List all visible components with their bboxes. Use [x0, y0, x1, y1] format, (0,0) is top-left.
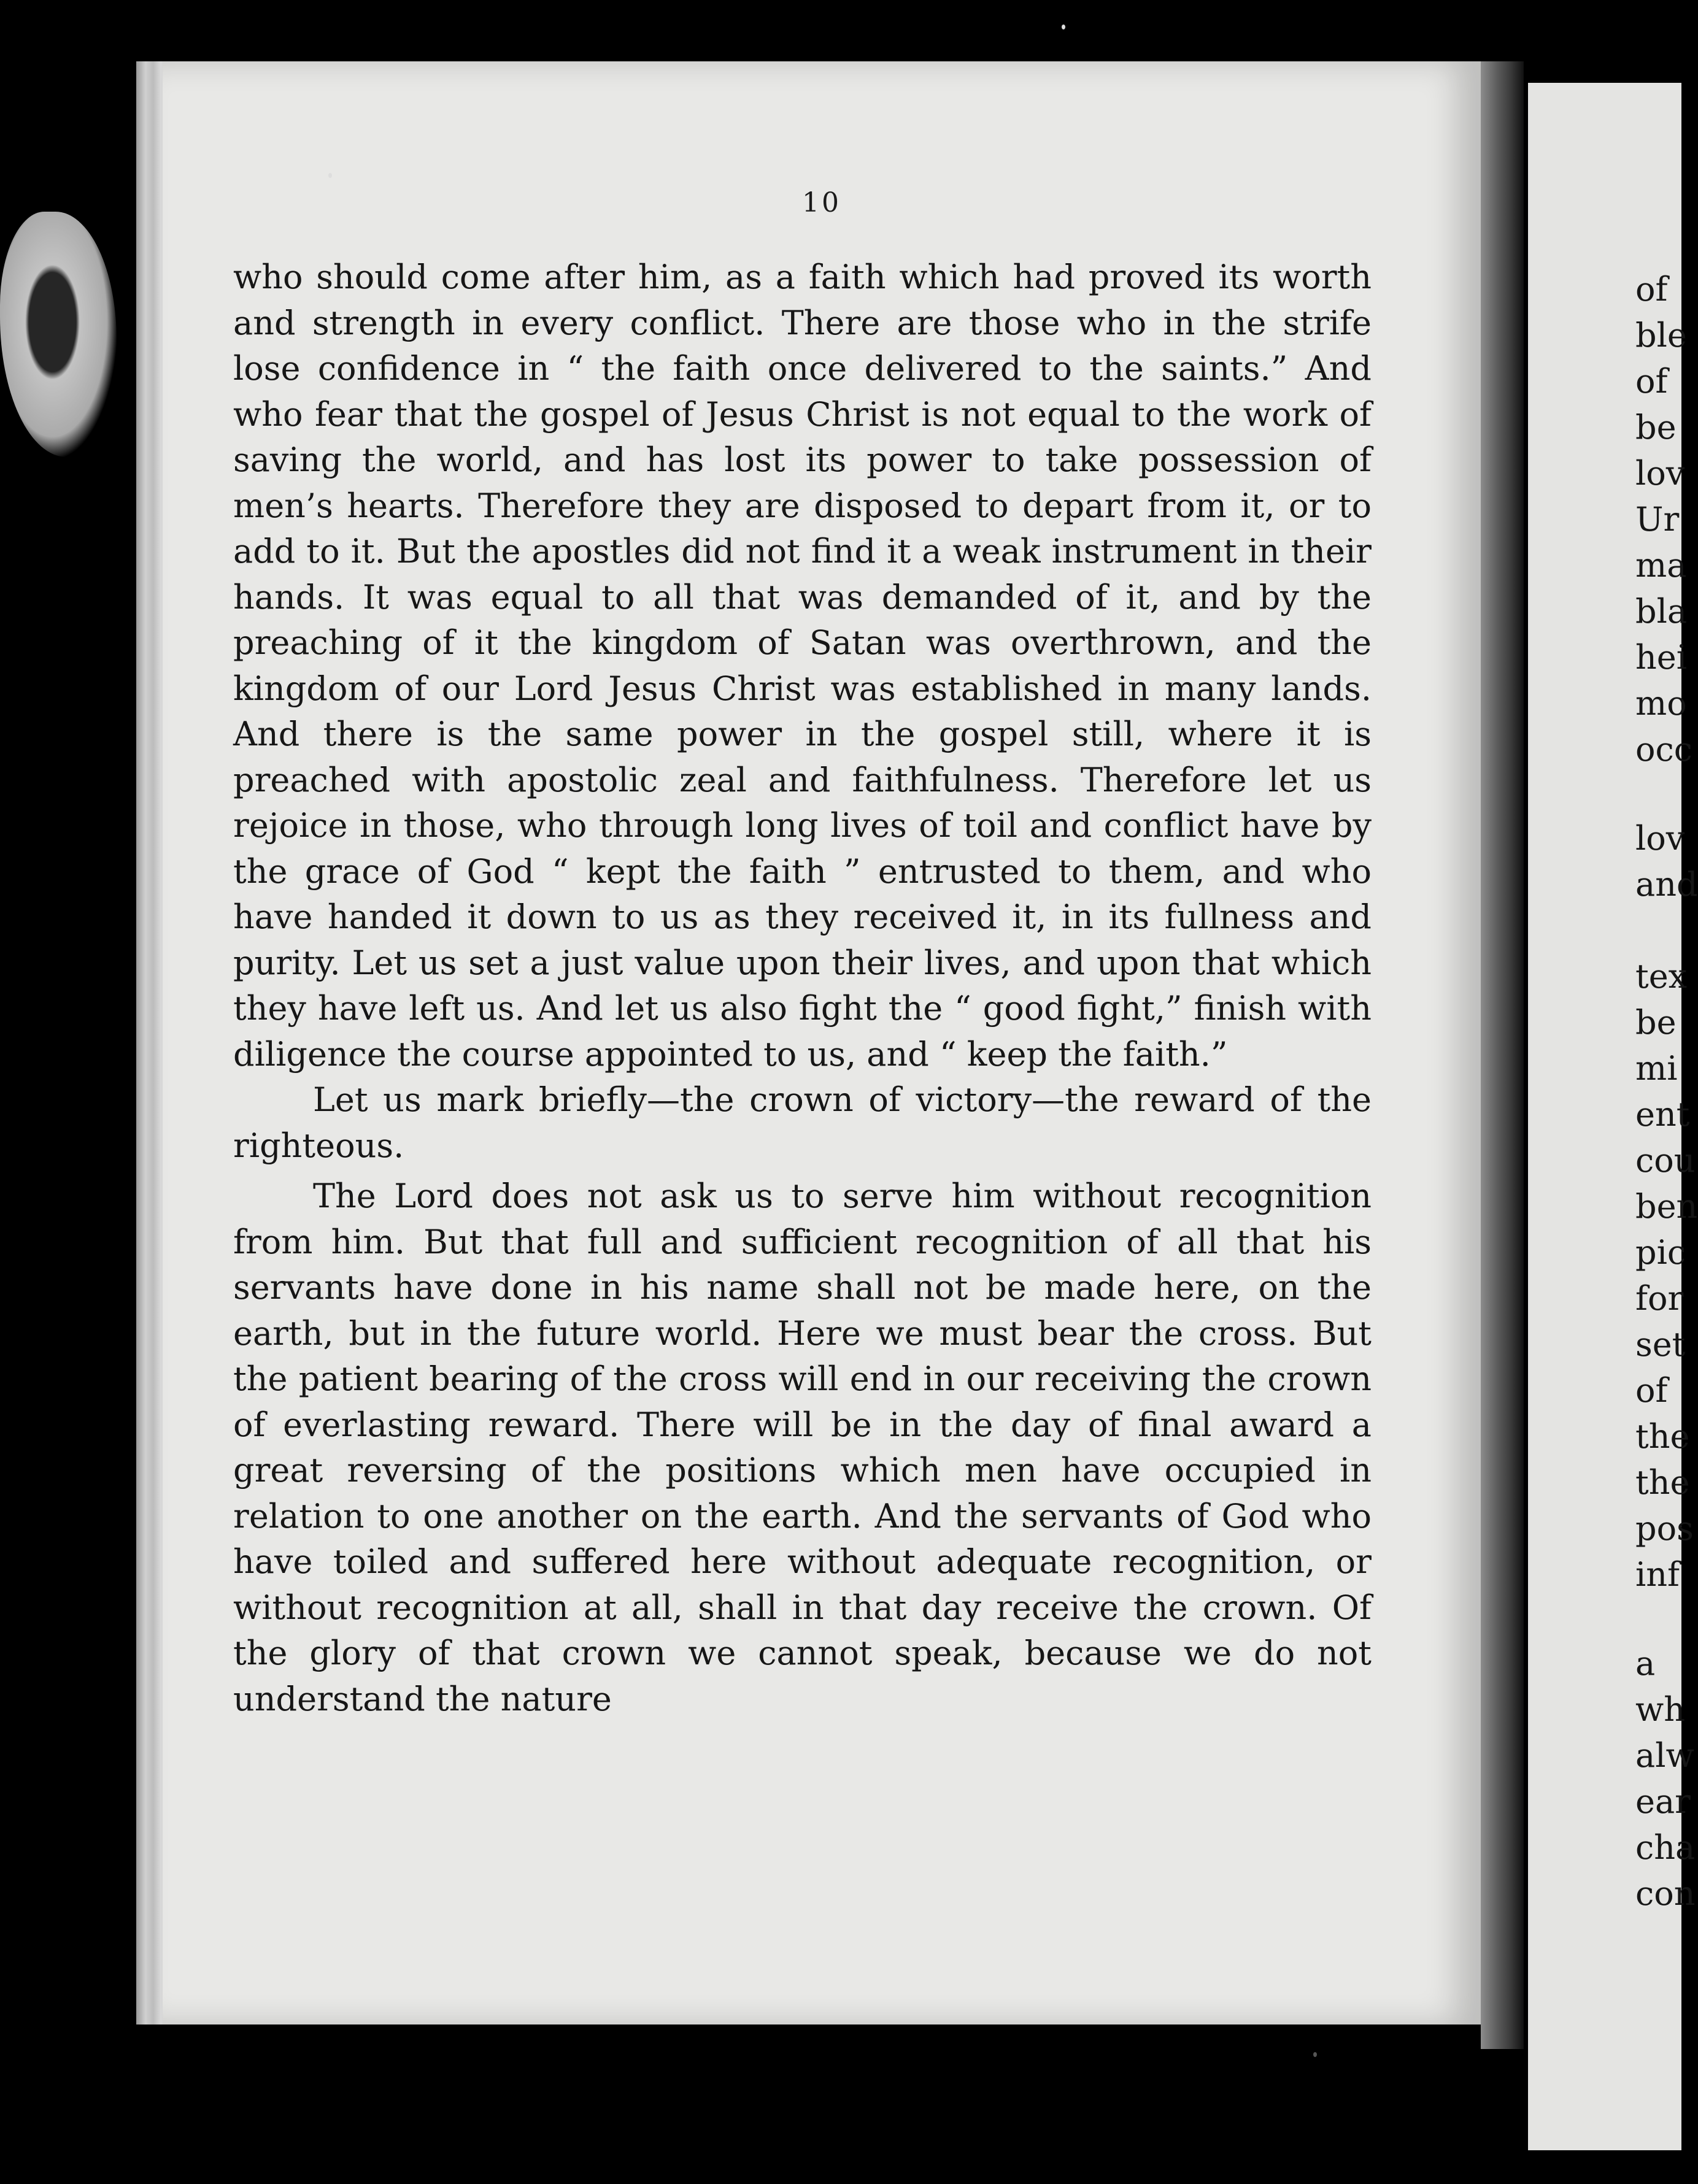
facing-page-word: con — [1635, 1874, 1696, 1913]
facing-page-word: cou — [1635, 1141, 1696, 1180]
speck — [1062, 25, 1065, 29]
body-text — [233, 255, 1372, 1722]
paragraph-3: The Lord does not ask us to serve him without recognition from him. But that full and sufficient recognition of all that his servants have done in his name shall not be made here, on the earth, but in the future world. Here we must bear the cross. But the patient bearing of the cross will end in our receiving the crown of everlasting reward. There will be in the day of final award a great reversing of the positions which men have occupied in relation to one another on the earth. And the servants of God who have toiled and suffered here without adequate recognition, or without recognition at all, shall in that day receive the crown. Of the glory of that crown we cannot speak, because we do not understand the nature — [233, 1177, 1372, 1718]
facing-page-word: Ur — [1635, 500, 1680, 539]
facing-page-word: cha — [1635, 1828, 1696, 1867]
facing-page-word: tex — [1635, 957, 1688, 996]
facing-page-word: wh — [1635, 1690, 1685, 1729]
facing-page-word: mo — [1635, 684, 1687, 723]
facing-page-word: ben — [1635, 1187, 1698, 1226]
facing-page-word: ma — [1635, 546, 1687, 585]
facing-page-word: alw — [1635, 1736, 1694, 1775]
facing-page-word: hei — [1635, 638, 1688, 677]
facing-page-word: of — [1635, 1371, 1668, 1410]
speck — [1313, 2052, 1317, 2057]
book-gutter — [1481, 61, 1524, 2049]
facing-page-word: lov — [1635, 819, 1685, 858]
facing-page-word: ent — [1635, 1095, 1690, 1134]
facing-page-word: pos — [1635, 1509, 1694, 1548]
facing-page-word: mi — [1635, 1049, 1678, 1088]
speck — [328, 173, 332, 178]
facing-page-word: bla — [1635, 592, 1688, 631]
facing-page-word: inf — [1635, 1555, 1680, 1594]
facing-page-word: be — [1635, 1003, 1677, 1042]
facing-page-word: be — [1635, 408, 1677, 447]
facing-page-word: of — [1635, 362, 1668, 401]
facing-page-word: set — [1635, 1325, 1686, 1364]
facing-page-word: ear — [1635, 1782, 1691, 1821]
torn-paper-fragment — [0, 212, 117, 457]
facing-page-word: for — [1635, 1279, 1684, 1318]
facing-page-word: lov — [1635, 454, 1685, 493]
facing-page-word: ble — [1635, 316, 1687, 355]
facing-page-word: the — [1635, 1463, 1690, 1502]
facing-page-word: and — [1635, 865, 1698, 904]
facing-page-word: of — [1635, 270, 1668, 309]
paragraph-1: who should come after him, as a faith which had proved its worth and strength in every conflict. There are those who in the strife lose confidence in “ the faith once delivered to the saints.” And who fear that the gospel of Jesus Christ is not equal to the work of saving the world, and has lost its power to take possession of men’s hearts. Therefore they are disposed to depart from it, or to add to it. But the apostles did not find it a weak instrument in their hands. It was equal to all that was demanded of it, and by the preaching of it the kingdom of Satan was overthrown, and the kingdom of our Lord Jesus Christ was established in many lands. And there is the same power in the gospel still, where it is preached with apostolic zeal and faithfulness. Therefore let us rejoice in those, who through long lives of toil and conflict have by the grace of God “ kept the faith ” entrusted to them, and who have handed it down to us as they received it, in its fullness and purity. Let us set a just value upon their lives, and upon that which they have left us. And let us also fight the “ good fight,” finish with diligence the course appointed to us, and “ keep the faith.” — [233, 258, 1372, 1074]
paragraph-2: Let us mark briefly—the crown of victory—the reward of the righteous. — [233, 1080, 1372, 1165]
facing-page-word: the — [1635, 1417, 1690, 1456]
facing-page-word: pic — [1635, 1233, 1686, 1272]
facing-page-word: occ — [1635, 730, 1692, 769]
page-number: 10 — [802, 187, 841, 218]
facing-page-word: a — [1635, 1644, 1656, 1683]
